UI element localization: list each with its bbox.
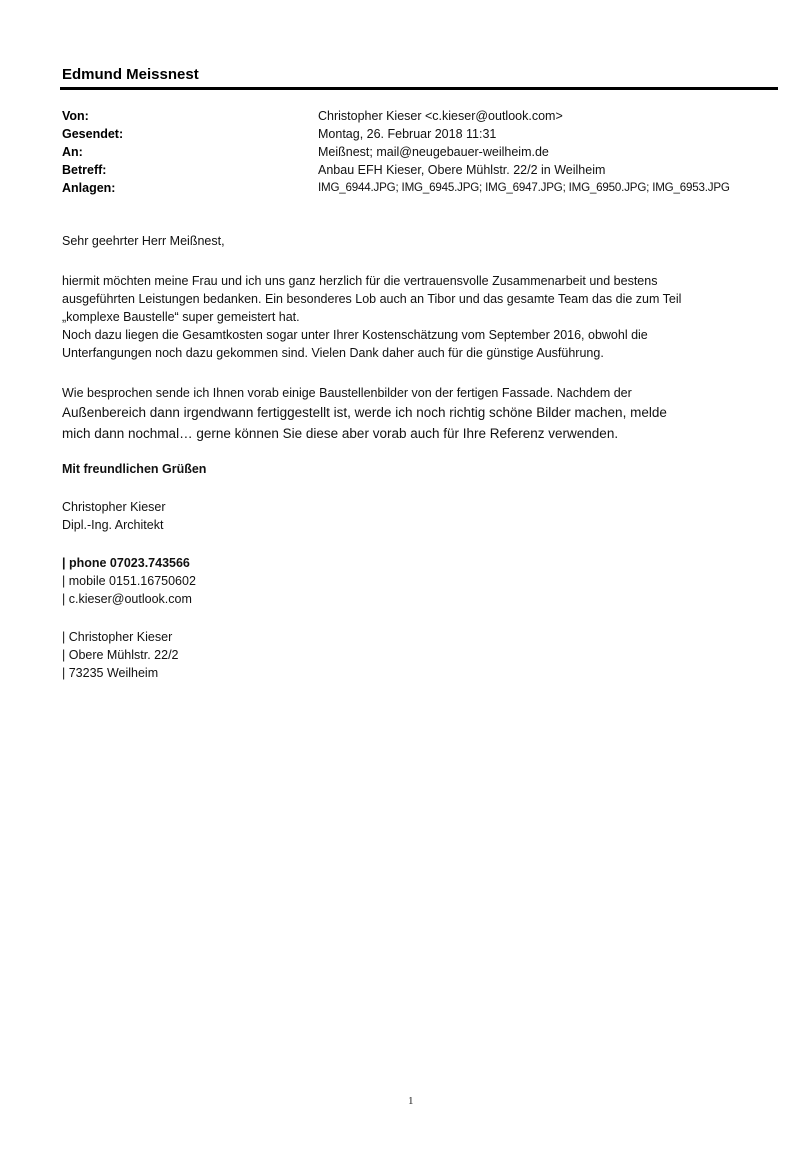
meta-row-sent bbox=[62, 126, 774, 144]
attachments-value: IMG_6944.JPG; IMG_6945.JPG; IMG_6947.JPG; IMG_6950.JPG; IMG_6953.JPG bbox=[318, 181, 730, 194]
paragraph1-line5: Unterfangungen noch dazu gekommen sind. Vielen Dank daher auch für die günstige Ausführung. bbox=[62, 346, 604, 360]
paragraph2-line2: Außenbereich dann irgendwann fertiggestellt ist, werde ich noch richtig schöne Bilder machen, melde bbox=[62, 405, 667, 420]
signature-phone: | phone 07023.743566 bbox=[62, 556, 190, 570]
from-value: Christopher Kieser <c.kieser@outlook.com> bbox=[318, 109, 563, 123]
paragraph1-line1: hiermit möchten meine Frau und ich uns ganz herzlich für die vertrauensvolle Zusammenarbeit und bestens bbox=[62, 274, 658, 288]
from-label: Von: bbox=[62, 109, 89, 123]
meta-row-subject bbox=[62, 162, 774, 180]
signature-email: | c.kieser@outlook.com bbox=[62, 592, 192, 606]
sent-label: Gesendet: bbox=[62, 127, 124, 141]
signature-address-city: | 73235 Weilheim bbox=[62, 666, 159, 680]
mailbox-owner-name: Edmund Meissnest bbox=[62, 66, 199, 83]
paragraph2-line1: Wie besprochen sende ich Ihnen vorab einige Baustellenbilder von der fertigen Fassade. Nachdem der bbox=[62, 386, 632, 400]
signature-mobile: | mobile 0151.16750602 bbox=[62, 574, 196, 588]
subject-label: Betreff: bbox=[62, 163, 107, 177]
closing: Mit freundlichen Grüßen bbox=[62, 462, 207, 476]
paragraph1-line2: ausgeführten Leistungen bedanken. Ein besonderes Lob auch an Tibor und das gesamte Team das die zum Teil bbox=[62, 292, 682, 306]
page-number: 1 bbox=[408, 1095, 414, 1107]
meta-row-attachments bbox=[62, 180, 774, 198]
paragraph1-line4: Noch dazu liegen die Gesamtkosten sogar unter Ihrer Kostenschätzung vom September 2016, obwohl die bbox=[62, 328, 648, 342]
paragraph2-line3: mich dann nochmal… gerne können Sie diese aber vorab auch für Ihre Referenz verwenden. bbox=[62, 426, 619, 441]
signature-title: Dipl.-Ing. Architekt bbox=[62, 518, 164, 532]
paragraph1-line3: „komplexe Baustelle“ super gemeistert hat. bbox=[62, 310, 300, 324]
signature-name: Christopher Kieser bbox=[62, 500, 166, 514]
subject-value: Anbau EFH Kieser, Obere Mühlstr. 22/2 in Weilheim bbox=[318, 163, 606, 177]
header-divider bbox=[60, 87, 778, 90]
meta-row-from bbox=[62, 108, 774, 126]
sent-value: Montag, 26. Februar 2018 11:31 bbox=[318, 127, 497, 141]
to-value: Meißnest; mail@neugebauer-weilheim.de bbox=[318, 145, 549, 159]
greeting: Sehr geehrter Herr Meißnest, bbox=[62, 234, 225, 248]
signature-address-name: | Christopher Kieser bbox=[62, 630, 173, 644]
to-label: An: bbox=[62, 145, 83, 159]
meta-row-to bbox=[62, 144, 774, 162]
attachments-label: Anlagen: bbox=[62, 181, 116, 195]
signature-address-street: | Obere Mühlstr. 22/2 bbox=[62, 648, 179, 662]
